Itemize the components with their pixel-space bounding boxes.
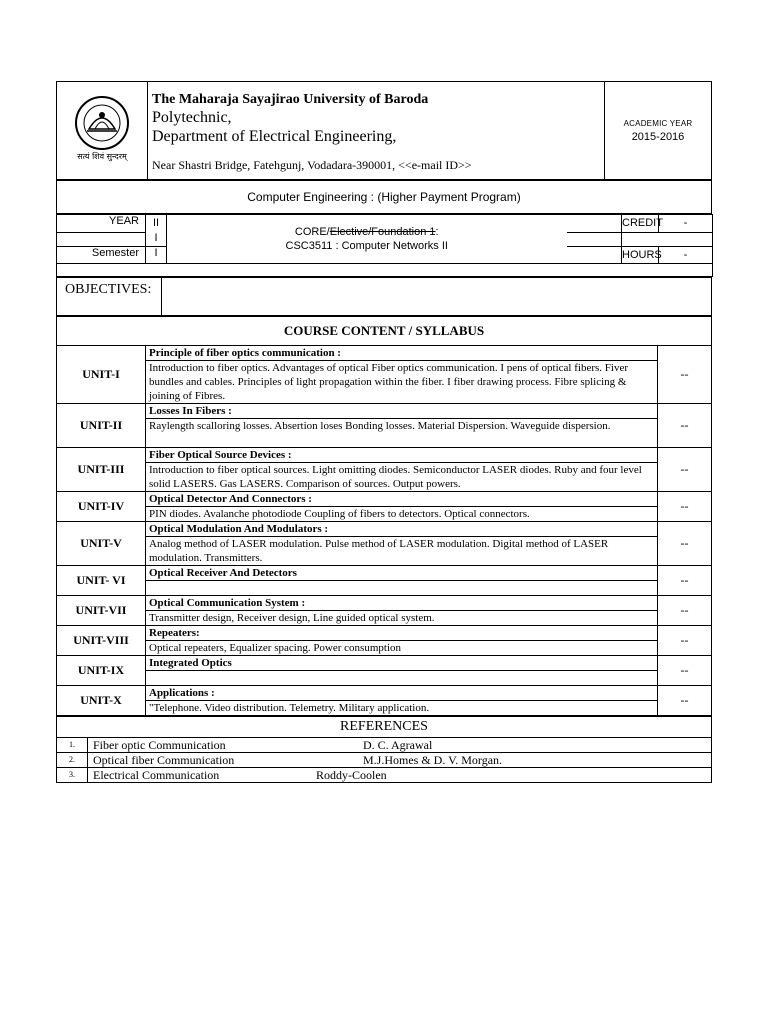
references-table — [56, 716, 712, 783]
reference-title: Optical fiber Communication — [93, 753, 235, 767]
academic-year-label: ACADEMIC YEAR — [623, 118, 693, 128]
objectives-label: OBJECTIVES: — [57, 278, 162, 316]
unit-label: UNIT-VII — [57, 596, 146, 626]
program-table — [56, 180, 712, 214]
unit-hours: -- — [658, 492, 712, 522]
university-seal-icon — [67, 93, 137, 163]
syllabus-row — [57, 346, 712, 361]
program-title: Computer Engineering : (Higher Payment Program) — [57, 181, 712, 214]
unit-hours: -- — [658, 448, 712, 492]
unit-description: Introduction to fiber optical sources. Light omitting diodes. Semiconductor LASER diodes. Ruby and four level solid LASERS. Gas LASERS. Comparison of sources. Output powers. — [146, 463, 658, 492]
academic-year-block — [605, 82, 712, 180]
reference-number: 1. — [57, 738, 88, 753]
semester-label: Semester — [57, 247, 146, 264]
svg-text:सत्यं शिवं सुन्दरम्: सत्यं शिवं सुन्दरम् — [77, 152, 127, 161]
course-title: CORE/Elective/Foundation 1: CSC3511 : Computer Networks II — [167, 215, 567, 264]
unit-hours: -- — [658, 686, 712, 716]
hours-label: HOURS — [622, 247, 659, 264]
syllabus-table — [56, 316, 712, 716]
syllabus-row — [57, 686, 712, 701]
syllabus-title: COURSE CONTENT / SYLLABUS — [57, 317, 712, 346]
credit-label: CREDIT — [622, 215, 659, 233]
unit-topic: Applications : — [146, 686, 658, 701]
references-title: REFERENCES — [57, 717, 712, 738]
reference-row — [57, 738, 712, 753]
unit-topic: Optical Receiver And Detectors — [146, 566, 658, 581]
header-table — [56, 81, 712, 180]
unit-label: UNIT-VIII — [57, 626, 146, 656]
unit-topic: Optical Communication System : — [146, 596, 658, 611]
unit-hours: -- — [658, 656, 712, 686]
reference-title: Electrical Communication — [93, 768, 220, 782]
syllabus-row — [57, 656, 712, 671]
syllabus-row — [57, 626, 712, 641]
unit-label: UNIT-X — [57, 686, 146, 716]
unit-label: UNIT-III — [57, 448, 146, 492]
reference-number: 2. — [57, 753, 88, 768]
unit-label: UNIT-I — [57, 346, 146, 404]
unit-description: PIN diodes. Avalanche photodiode Coupling of fibers to detectors. Optical connectors. — [146, 507, 658, 522]
reference-author: D. C. Agrawal — [363, 738, 433, 752]
objectives-content — [162, 278, 712, 316]
reference-title: Fiber optic Communication — [93, 738, 226, 752]
syllabus-row — [57, 448, 712, 463]
reference-author: Roddy-Coolen — [316, 768, 387, 782]
unit-label: UNIT- VI — [57, 566, 146, 596]
unit-description: Analog method of LASER modulation. Pulse method of LASER modulation. Digital method of LASER modulation. Transmitters. — [146, 537, 658, 566]
unit-topic: Losses In Fibers : — [146, 404, 658, 419]
unit-description: Transmitter design, Receiver design, Line guided optical system. — [146, 611, 658, 626]
unit-label: UNIT-IV — [57, 492, 146, 522]
unit-hours: -- — [658, 566, 712, 596]
unit-description: "Telephone. Video distribution. Telemetry. Military application. — [146, 701, 658, 716]
unit-hours: -- — [658, 404, 712, 448]
unit-topic: Integrated Optics — [146, 656, 658, 671]
university-name: The Maharaja Sayajirao University of Baroda — [152, 92, 429, 107]
unit-hours: -- — [658, 346, 712, 404]
syllabus-row — [57, 404, 712, 419]
academic-year-value: 2015-2016 — [631, 130, 685, 143]
unit-topic: Optical Detector And Connectors : — [146, 492, 658, 507]
department-name: Department of Electrical Engineering, — [152, 128, 397, 145]
objectives-table — [56, 277, 712, 316]
unit-description — [146, 581, 658, 596]
hours-value: - — [659, 247, 713, 264]
year-label: YEAR — [57, 215, 146, 233]
unit-hours: -- — [658, 522, 712, 566]
unit-description — [146, 671, 658, 686]
unit-description: Optical repeaters, Equalizer spacing. Power consumption — [146, 641, 658, 656]
syllabus-row — [57, 522, 712, 537]
unit-hours: -- — [658, 626, 712, 656]
syllabus-row — [57, 492, 712, 507]
reference-author: M.J.Homes & D. V. Morgan. — [363, 753, 503, 767]
reference-row — [57, 753, 712, 768]
syllabus-row — [57, 596, 712, 611]
unit-description: Raylength scalloring losses. Absertion loses Bonding losses. Material Dispersion. Waveguide dispersion. — [146, 419, 658, 448]
reference-number: 3. — [57, 768, 88, 783]
course-info-table — [56, 214, 713, 277]
credit-value: - — [659, 215, 713, 233]
university-logo — [57, 82, 148, 180]
year-value: II I — [146, 215, 167, 247]
syllabus-row — [57, 566, 712, 581]
semester-value: I — [146, 247, 167, 264]
unit-label: UNIT-V — [57, 522, 146, 566]
unit-topic: Fiber Optical Source Devices : — [146, 448, 658, 463]
polytechnic-name: Polytechnic, — [152, 109, 232, 126]
institution-block — [148, 82, 605, 180]
course-code-title: CSC3511 : Computer Networks II — [285, 240, 448, 252]
address: Near Shastri Bridge, Fatehgunj, Vodadara-390001, <<e-mail ID>> — [152, 158, 472, 172]
unit-topic: Repeaters: — [146, 626, 658, 641]
unit-label: UNIT-II — [57, 404, 146, 448]
reference-row — [57, 768, 712, 783]
unit-hours: -- — [658, 596, 712, 626]
unit-label: UNIT-IX — [57, 656, 146, 686]
unit-topic: Optical Modulation And Modulators : — [146, 522, 658, 537]
syllabus-document — [56, 81, 712, 783]
unit-description: Introduction to fiber optics. Advantages of optical Fiber optics communication. I pens of optical fibers. Fiver bundles and cables. Principles of light propagation within the fiber. I fiber drawing process. Fibre splicing & joining of Fibres. — [146, 361, 658, 404]
unit-topic: Principle of fiber optics communication : — [146, 346, 658, 361]
